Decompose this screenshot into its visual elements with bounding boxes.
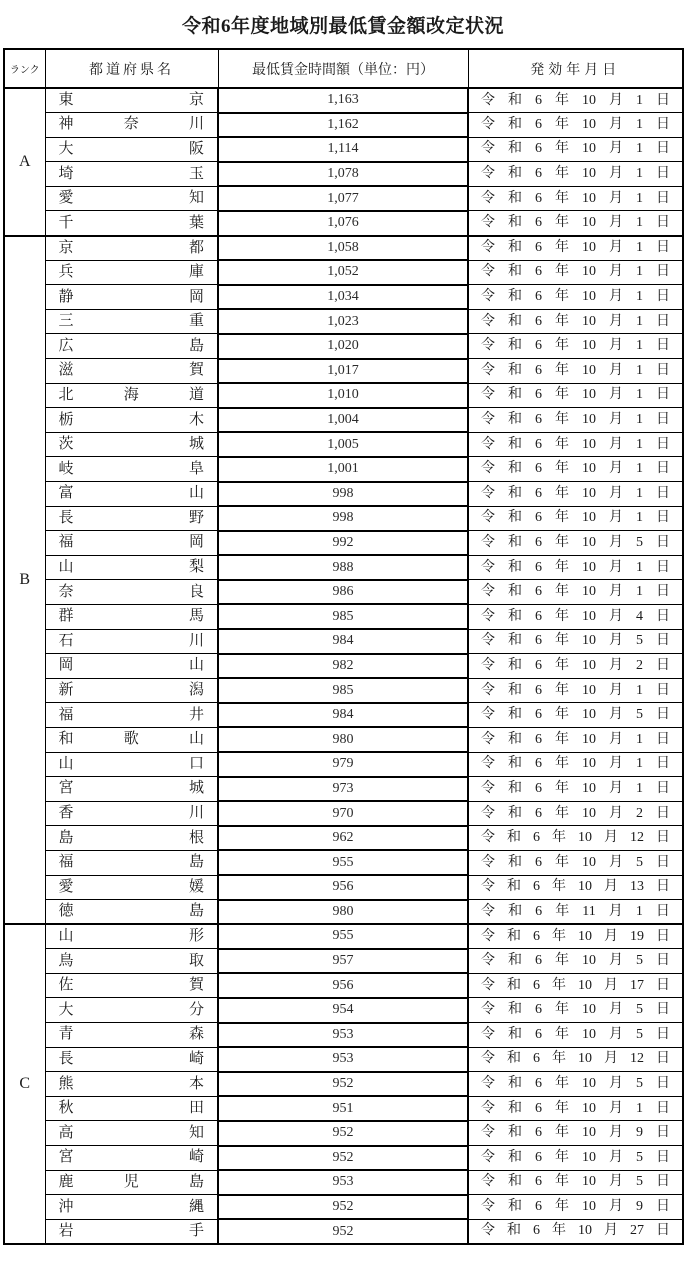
prefecture-cell: 沖 縄 (45, 1195, 218, 1220)
date-cell: 令 和 6 年 10 月 13 日 (468, 875, 683, 900)
header-wage: 最低賃金時間額（単位：円） (218, 49, 468, 88)
table-row (4, 1195, 683, 1220)
table-row (4, 88, 683, 113)
prefecture-cell: 大 阪 (45, 137, 218, 162)
date-cell: 令 和 6 年 10 月 19 日 (468, 924, 683, 949)
date-cell: 令 和 6 年 10 月 1 日 (468, 211, 683, 236)
table-row (4, 900, 683, 925)
date-cell: 令 和 6 年 10 月 1 日 (468, 113, 683, 138)
wage-table-body (4, 88, 683, 1244)
prefecture-cell: 宮 城 (45, 777, 218, 802)
table-row (4, 973, 683, 998)
table-row (4, 457, 683, 482)
wage-cell: 951 (218, 1096, 468, 1121)
prefecture-cell: 大 分 (45, 998, 218, 1023)
wage-cell: 955 (218, 924, 468, 949)
prefecture-cell: 鳥 取 (45, 949, 218, 974)
table-row (4, 186, 683, 211)
wage-cell: 952 (218, 1219, 468, 1244)
table-row (4, 309, 683, 334)
prefecture-cell: 岡 山 (45, 654, 218, 679)
page-title: 令和6年度地域別最低賃金額改定状況 (181, 16, 504, 37)
wage-cell: 953 (218, 1023, 468, 1048)
table-row (4, 752, 683, 777)
prefecture-cell: 神 奈 川 (45, 113, 218, 138)
wage-cell: 957 (218, 949, 468, 974)
wage-cell: 980 (218, 727, 468, 752)
date-cell: 令 和 6 年 10 月 1 日 (468, 1096, 683, 1121)
table-row (4, 285, 683, 310)
wage-cell: 1,163 (218, 88, 468, 113)
prefecture-cell: 佐 賀 (45, 973, 218, 998)
date-cell: 令 和 6 年 10 月 9 日 (468, 1121, 683, 1146)
prefecture-cell: 山 梨 (45, 555, 218, 580)
date-cell: 令 和 6 年 10 月 1 日 (468, 580, 683, 605)
date-cell: 令 和 6 年 10 月 1 日 (468, 482, 683, 507)
wage-cell: 956 (218, 875, 468, 900)
wage-cell: 1,114 (218, 137, 468, 162)
table-row (4, 949, 683, 974)
prefecture-cell: 岐 阜 (45, 457, 218, 482)
table-row (4, 580, 683, 605)
date-cell: 令 和 6 年 10 月 5 日 (468, 1023, 683, 1048)
date-cell: 令 和 6 年 10 月 5 日 (468, 949, 683, 974)
date-cell: 令 和 6 年 10 月 1 日 (468, 777, 683, 802)
date-cell: 令 和 6 年 10 月 5 日 (468, 703, 683, 728)
prefecture-cell: 長 野 (45, 506, 218, 531)
prefecture-cell: 栃 木 (45, 408, 218, 433)
date-cell: 令 和 6 年 10 月 12 日 (468, 826, 683, 851)
wage-cell: 1,162 (218, 113, 468, 138)
wage-cell: 1,077 (218, 186, 468, 211)
wage-cell: 988 (218, 555, 468, 580)
date-cell: 令 和 6 年 10 月 1 日 (468, 383, 683, 408)
prefecture-cell: 群 馬 (45, 604, 218, 629)
table-row (4, 531, 683, 556)
table-row (4, 113, 683, 138)
prefecture-cell: 京 都 (45, 236, 218, 261)
table-row (4, 801, 683, 826)
date-cell: 令 和 6 年 10 月 1 日 (468, 260, 683, 285)
prefecture-cell: 北 海 道 (45, 383, 218, 408)
wage-cell: 955 (218, 850, 468, 875)
table-row (4, 555, 683, 580)
prefecture-cell: 石 川 (45, 629, 218, 654)
prefecture-cell: 福 島 (45, 850, 218, 875)
prefecture-cell: 島 根 (45, 826, 218, 851)
date-cell: 令 和 6 年 10 月 1 日 (468, 752, 683, 777)
wage-cell: 985 (218, 604, 468, 629)
prefecture-cell: 東 京 (45, 88, 218, 113)
date-cell: 令 和 6 年 10 月 1 日 (468, 678, 683, 703)
table-row (4, 604, 683, 629)
table-row (4, 850, 683, 875)
date-cell: 令 和 6 年 10 月 5 日 (468, 998, 683, 1023)
date-cell: 令 和 6 年 10 月 12 日 (468, 1047, 683, 1072)
table-row (4, 777, 683, 802)
wage-cell: 984 (218, 629, 468, 654)
header-prefecture: 都道府県名 (45, 49, 218, 88)
wage-table (3, 48, 684, 1245)
prefecture-cell: 福 井 (45, 703, 218, 728)
wage-cell: 952 (218, 1121, 468, 1146)
date-cell: 令 和 6 年 10 月 1 日 (468, 309, 683, 334)
wage-cell: 992 (218, 531, 468, 556)
table-row (4, 211, 683, 236)
header-rank: ランク (4, 49, 45, 88)
prefecture-cell: 長 崎 (45, 1047, 218, 1072)
prefecture-cell: 茨 城 (45, 432, 218, 457)
date-cell: 令 和 6 年 10 月 5 日 (468, 850, 683, 875)
wage-cell: 1,017 (218, 359, 468, 384)
table-row (4, 137, 683, 162)
prefecture-cell: 岩 手 (45, 1219, 218, 1244)
date-cell: 令 和 6 年 10 月 4 日 (468, 604, 683, 629)
prefecture-cell: 三 重 (45, 309, 218, 334)
date-cell: 令 和 6 年 10 月 1 日 (468, 408, 683, 433)
date-cell: 令 和 6 年 10 月 17 日 (468, 973, 683, 998)
date-cell: 令 和 6 年 10 月 2 日 (468, 654, 683, 679)
prefecture-cell: 愛 知 (45, 186, 218, 211)
prefecture-cell: 兵 庫 (45, 260, 218, 285)
date-cell: 令 和 6 年 10 月 1 日 (468, 285, 683, 310)
table-row (4, 875, 683, 900)
table-row (4, 998, 683, 1023)
prefecture-cell: 奈 良 (45, 580, 218, 605)
rank-cell: B (4, 236, 45, 925)
prefecture-cell: 香 川 (45, 801, 218, 826)
wage-cell: 979 (218, 752, 468, 777)
table-row (4, 1219, 683, 1244)
table-row (4, 482, 683, 507)
wage-cell: 953 (218, 1047, 468, 1072)
wage-cell: 1,058 (218, 236, 468, 261)
wage-cell: 1,078 (218, 162, 468, 187)
table-row (4, 703, 683, 728)
date-cell: 令 和 6 年 10 月 1 日 (468, 186, 683, 211)
wage-cell: 973 (218, 777, 468, 802)
wage-cell: 1,010 (218, 383, 468, 408)
table-row (4, 1121, 683, 1146)
table-row (4, 432, 683, 457)
wage-table-header (4, 49, 683, 88)
table-row (4, 678, 683, 703)
date-cell: 令 和 6 年 10 月 9 日 (468, 1195, 683, 1220)
table-row (4, 727, 683, 752)
rank-cell: A (4, 88, 45, 236)
prefecture-cell: 宮 崎 (45, 1146, 218, 1171)
table-row (4, 236, 683, 261)
header-date: 発効年月日 (468, 49, 683, 88)
wage-cell: 985 (218, 678, 468, 703)
prefecture-cell: 愛 媛 (45, 875, 218, 900)
table-row (4, 1170, 683, 1195)
wage-cell: 982 (218, 654, 468, 679)
date-cell: 令 和 6 年 10 月 1 日 (468, 555, 683, 580)
table-row (4, 654, 683, 679)
wage-cell: 1,020 (218, 334, 468, 359)
date-cell: 令 和 6 年 10 月 1 日 (468, 359, 683, 384)
date-cell: 令 和 6 年 10 月 1 日 (468, 162, 683, 187)
table-row (4, 408, 683, 433)
table-row (4, 359, 683, 384)
wage-cell: 962 (218, 826, 468, 851)
table-row (4, 1047, 683, 1072)
wage-cell: 952 (218, 1072, 468, 1097)
date-cell: 令 和 6 年 10 月 2 日 (468, 801, 683, 826)
date-cell: 令 和 6 年 10 月 27 日 (468, 1219, 683, 1244)
prefecture-cell: 富 山 (45, 482, 218, 507)
prefecture-cell: 新 潟 (45, 678, 218, 703)
prefecture-cell: 広 島 (45, 334, 218, 359)
prefecture-cell: 和 歌 山 (45, 727, 218, 752)
date-cell: 令 和 6 年 10 月 1 日 (468, 236, 683, 261)
prefecture-cell: 千 葉 (45, 211, 218, 236)
date-cell: 令 和 6 年 10 月 5 日 (468, 1072, 683, 1097)
table-row (4, 924, 683, 949)
prefecture-cell: 山 形 (45, 924, 218, 949)
prefecture-cell: 静 岡 (45, 285, 218, 310)
date-cell: 令 和 6 年 10 月 5 日 (468, 531, 683, 556)
wage-cell: 956 (218, 973, 468, 998)
date-cell: 令 和 6 年 10 月 1 日 (468, 457, 683, 482)
prefecture-cell: 熊 本 (45, 1072, 218, 1097)
wage-cell: 1,001 (218, 457, 468, 482)
wage-cell: 1,005 (218, 432, 468, 457)
table-row (4, 1072, 683, 1097)
wage-cell: 954 (218, 998, 468, 1023)
prefecture-cell: 埼 玉 (45, 162, 218, 187)
table-row (4, 1023, 683, 1048)
wage-cell: 980 (218, 900, 468, 925)
wage-cell: 952 (218, 1195, 468, 1220)
date-cell: 令 和 6 年 10 月 1 日 (468, 727, 683, 752)
table-row (4, 1146, 683, 1171)
wage-cell: 998 (218, 506, 468, 531)
table-row (4, 162, 683, 187)
date-cell: 令 和 6 年 10 月 1 日 (468, 432, 683, 457)
table-row (4, 1096, 683, 1121)
wage-cell: 1,034 (218, 285, 468, 310)
wage-cell: 953 (218, 1170, 468, 1195)
wage-cell: 998 (218, 482, 468, 507)
wage-cell: 986 (218, 580, 468, 605)
table-row (4, 334, 683, 359)
prefecture-cell: 青 森 (45, 1023, 218, 1048)
prefecture-cell: 徳 島 (45, 900, 218, 925)
wage-cell: 970 (218, 801, 468, 826)
wage-cell: 1,004 (218, 408, 468, 433)
date-cell: 令 和 6 年 10 月 1 日 (468, 88, 683, 113)
table-row (4, 629, 683, 654)
date-cell: 令 和 6 年 10 月 5 日 (468, 629, 683, 654)
date-cell: 令 和 6 年 10 月 5 日 (468, 1170, 683, 1195)
prefecture-cell: 福 岡 (45, 531, 218, 556)
table-row (4, 383, 683, 408)
date-cell: 令 和 6 年 10 月 1 日 (468, 334, 683, 359)
table-row (4, 506, 683, 531)
wage-cell: 984 (218, 703, 468, 728)
prefecture-cell: 秋 田 (45, 1096, 218, 1121)
wage-cell: 1,076 (218, 211, 468, 236)
wage-cell: 952 (218, 1146, 468, 1171)
date-cell: 令 和 6 年 10 月 1 日 (468, 506, 683, 531)
rank-cell: C (4, 924, 45, 1244)
wage-cell: 1,023 (218, 309, 468, 334)
date-cell: 令 和 6 年 10 月 5 日 (468, 1146, 683, 1171)
table-row (4, 826, 683, 851)
prefecture-cell: 鹿 児 島 (45, 1170, 218, 1195)
prefecture-cell: 高 知 (45, 1121, 218, 1146)
date-cell: 令 和 6 年 10 月 1 日 (468, 137, 683, 162)
prefecture-cell: 滋 賀 (45, 359, 218, 384)
wage-cell: 1,052 (218, 260, 468, 285)
prefecture-cell: 山 口 (45, 752, 218, 777)
table-row (4, 260, 683, 285)
date-cell: 令 和 6 年 11 月 1 日 (468, 900, 683, 925)
